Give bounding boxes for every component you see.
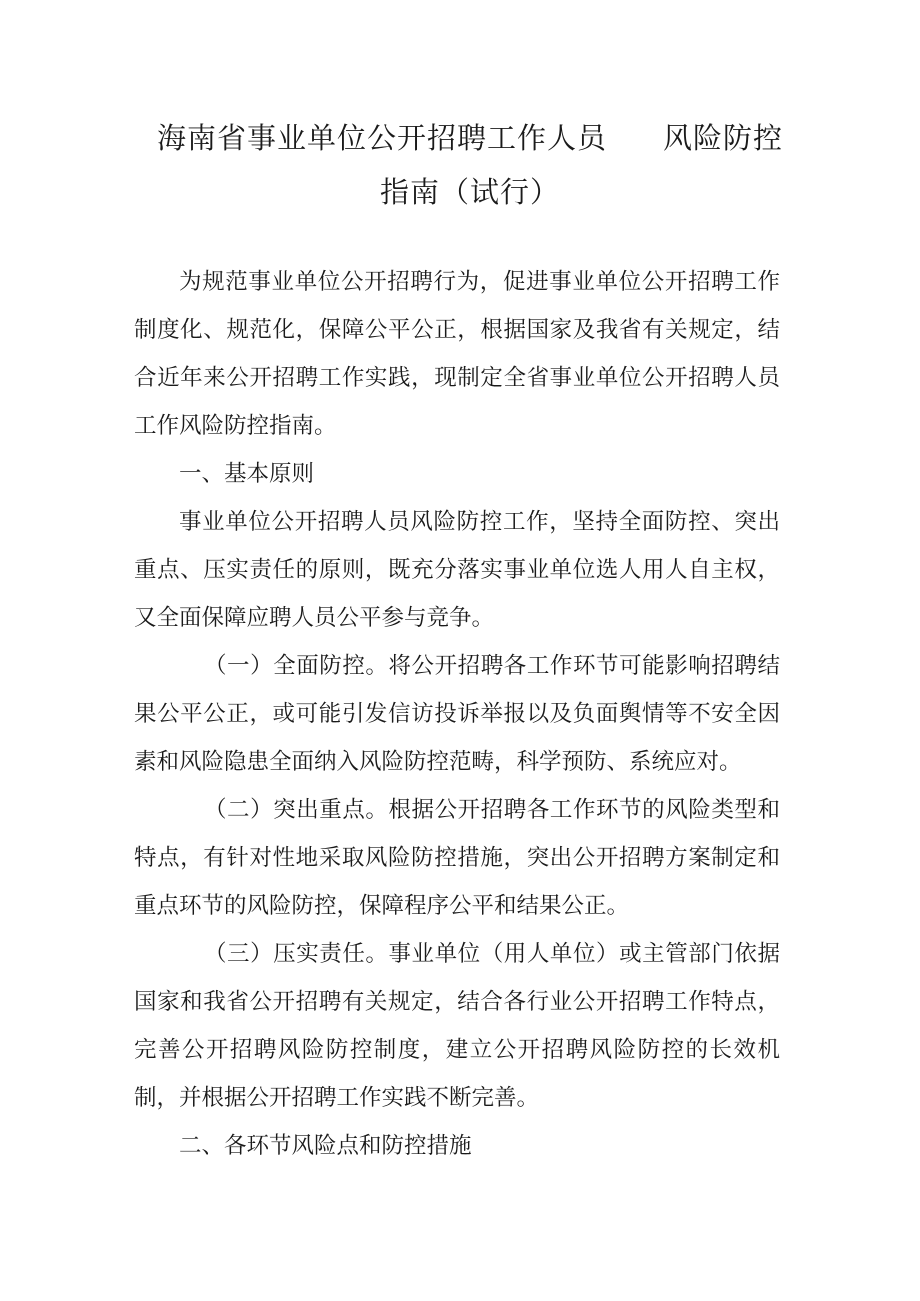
principle-item-1: （一）全面防控。将公开招聘各工作环节可能影响招聘结果公平公正，或可能引发信访投诉举报以及负面舆情等不安全因素和风险隐患全面纳入风险防控范畴，科学预防、系统应对。 bbox=[134, 653, 780, 775]
document-body bbox=[134, 258, 780, 1170]
section-2-heading: 二、各环节风险点和防控措施 bbox=[179, 1133, 472, 1159]
title-part-2: 风险防控 bbox=[663, 121, 784, 155]
section-1-paragraph: 事业单位公开招聘人员风险防控工作，坚持全面防控、突出重点、压实责任的原则，既充分落实事业单位选人用人自主权，又全面保障应聘人员公平参与竞争。 bbox=[134, 509, 780, 631]
title-part-1: 海南省事业单位公开招聘工作人员 bbox=[156, 121, 607, 155]
principle-item-2: （二）突出重点。根据公开招聘各工作环节的风险类型和特点，有针对性地采取风险防控措施，突出公开招聘方案制定和重点环节的风险防控，保障程序公平和结果公正。 bbox=[134, 797, 780, 919]
principle-item-3: （三）压实责任。事业单位（用人单位）或主管部门依据国家和我省公开招聘有关规定，结合各行业公开招聘工作特点，完善公开招聘风险防控制度，建立公开招聘风险防控的长效机制，并根据公开招聘工作实践不断完善。 bbox=[134, 941, 780, 1111]
intro-paragraph: 为规范事业单位公开招聘行为，促进事业单位公开招聘工作制度化、规范化，保障公平公正，根据国家及我省有关规定，结合近年来公开招聘工作实践，现制定全省事业单位公开招聘人员工作风险防控指南。 bbox=[134, 269, 780, 439]
document-title-line-1 bbox=[130, 116, 810, 157]
section-1-heading: 一、基本原则 bbox=[179, 461, 315, 487]
document-title-line-2: 指南（试行） bbox=[379, 175, 560, 209]
